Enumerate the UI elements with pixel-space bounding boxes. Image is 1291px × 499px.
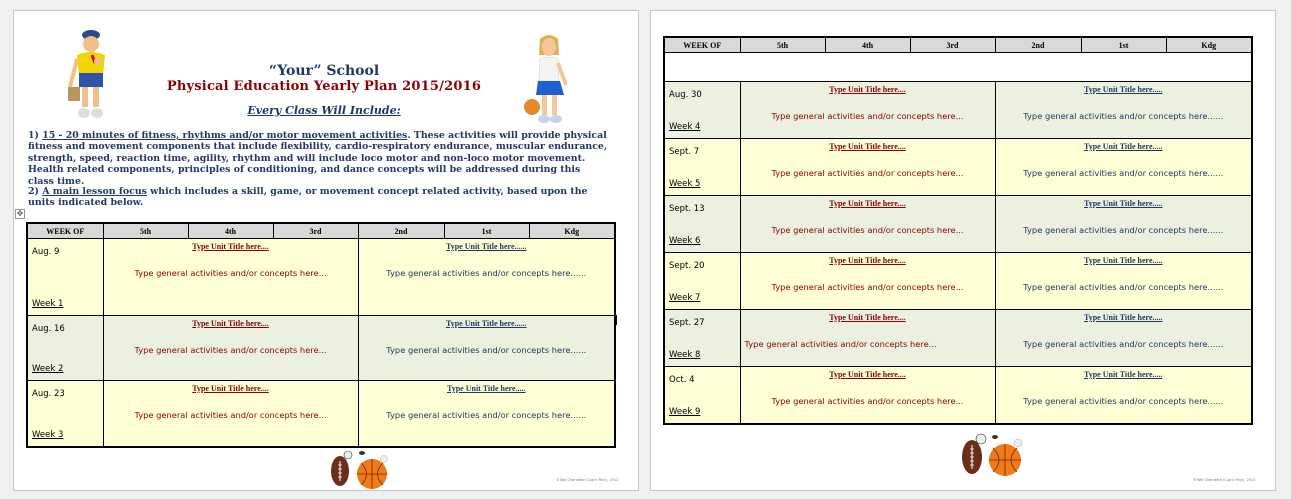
week-cell[interactable]: [27, 239, 103, 316]
unit-title: Type Unit Title here.....: [1083, 256, 1163, 265]
table-row: [664, 310, 1252, 367]
week-number: Week 5: [669, 179, 701, 189]
week-date: Aug. 30: [669, 90, 702, 100]
unit-activities: Type general activities and/or concepts here...: [134, 410, 327, 420]
header-2nd: 2nd: [358, 223, 444, 239]
week-number: Week 7: [669, 293, 701, 303]
header-3rd: 3rd: [273, 223, 358, 239]
lower-grades-cell[interactable]: [358, 381, 615, 447]
unit-activities: Type general activities and/or concepts here...: [134, 345, 327, 355]
upper-grades-cell[interactable]: [103, 381, 358, 447]
table-row: [27, 239, 615, 316]
week-date: Oct. 4: [669, 375, 695, 385]
unit-activities: Type general activities and/or concepts here...: [744, 339, 937, 349]
week-cell[interactable]: [664, 82, 740, 139]
table-row: [664, 82, 1252, 139]
upper-grades-cell[interactable]: [740, 196, 995, 253]
header-1st: 1st: [444, 223, 529, 239]
week-cell[interactable]: [664, 253, 740, 310]
unit-activities: Type general activities and/or concepts here......: [1023, 282, 1224, 292]
unit-activities: Type general activities and/or concepts here......: [1023, 339, 1224, 349]
upper-grades-cell[interactable]: [103, 239, 358, 316]
header-4th: 4th: [188, 223, 273, 239]
document-page-1: [13, 10, 639, 491]
document-page-2: [650, 10, 1276, 491]
table-row: [27, 316, 615, 381]
table-row: [664, 196, 1252, 253]
blank-cell[interactable]: [664, 53, 1252, 82]
unit-activities: Type general activities and/or concepts here...: [771, 168, 964, 178]
week-cell[interactable]: [27, 316, 103, 381]
header-1st: 1st: [1081, 37, 1166, 53]
lower-grades-cell[interactable]: [358, 239, 615, 316]
week-cell[interactable]: [664, 310, 740, 367]
text-cursor: [616, 315, 617, 325]
upper-grades-cell[interactable]: [740, 253, 995, 310]
week-number: Week 1: [32, 299, 64, 309]
table-row: [664, 253, 1252, 310]
table-row: [664, 139, 1252, 196]
week-cell[interactable]: [664, 139, 740, 196]
header-5th: 5th: [103, 223, 188, 239]
unit-title: Type Unit Title here......: [445, 319, 527, 328]
unit-title: Type Unit Title here.....: [1083, 313, 1163, 322]
lower-grades-cell[interactable]: [995, 253, 1252, 310]
header-week-of: WEEK OF: [664, 37, 740, 53]
week-date: Aug. 23: [32, 389, 65, 399]
week-cell[interactable]: [664, 196, 740, 253]
title-block: [134, 11, 514, 121]
upper-grades-cell[interactable]: [740, 82, 995, 139]
unit-title: Type Unit Title here....: [829, 199, 906, 208]
unit-title: Type Unit Title here.....: [1083, 85, 1163, 94]
lesson-focus-paragraph: [28, 186, 608, 209]
header-5th: 5th: [740, 37, 825, 53]
unit-activities: Type general activities and/or concepts here...: [771, 225, 964, 235]
header-3rd: 3rd: [910, 37, 995, 53]
week-number: Week 4: [669, 122, 701, 132]
week-date: Sept. 13: [669, 204, 705, 214]
week-number: Week 9: [669, 406, 701, 417]
table-row: [664, 367, 1252, 424]
header-kdg: Kdg: [1166, 37, 1252, 53]
lower-grades-cell[interactable]: [995, 310, 1252, 367]
header-week-of: WEEK OF: [27, 223, 103, 239]
unit-title: Type Unit Title here....: [829, 313, 906, 322]
unit-activities: Type general activities and/or concepts here...: [771, 282, 964, 292]
upper-grades-cell[interactable]: [740, 367, 995, 424]
week-date: Aug. 9: [32, 247, 60, 257]
unit-activities: Type general activities and/or concepts here......: [1023, 111, 1224, 121]
lower-grades-cell[interactable]: [358, 316, 615, 381]
upper-grades-cell[interactable]: [740, 310, 995, 367]
unit-title: Type Unit Title here....: [829, 370, 906, 379]
school-name: “Your” School: [268, 63, 380, 79]
week-date: Sept. 27: [669, 318, 705, 328]
copyright-notice: ©Tobi Charvette (Cap'n Fitty), 2012: [556, 478, 619, 482]
yearly-plan-table-page-2: [663, 36, 1253, 425]
girl-basketball-figure-icon: [522, 33, 574, 129]
unit-title: Type Unit Title here......: [445, 242, 527, 251]
week-cell[interactable]: [664, 367, 740, 424]
unit-title: Type Unit Title here.....: [1083, 370, 1163, 379]
table-header-row: [664, 37, 1252, 53]
fitness-emphasis: 15 - 20 minutes of fitness, rhythms and/or motor movement activities: [42, 130, 408, 141]
lower-grades-cell[interactable]: [995, 196, 1252, 253]
unit-title: Type Unit Title here....: [829, 142, 906, 151]
unit-activities: Type general activities and/or concepts here......: [1023, 225, 1224, 235]
paragraph-number: 2): [28, 186, 43, 197]
upper-grades-cell[interactable]: [103, 316, 358, 381]
header-kdg: Kdg: [529, 223, 615, 239]
unit-activities: Type general activities and/or concepts here......: [1023, 396, 1224, 406]
week-number: Week 8: [669, 350, 701, 360]
upper-grades-cell[interactable]: [740, 139, 995, 196]
lower-grades-cell[interactable]: [995, 367, 1252, 424]
fitness-paragraph: [28, 130, 608, 187]
unit-title: Type Unit Title here....: [192, 319, 269, 328]
lower-grades-cell[interactable]: [995, 82, 1252, 139]
week-number: Week 6: [669, 236, 701, 246]
copyright-notice: ©Tobi Charvette (Cap'n Fitty), 2012: [1193, 478, 1256, 482]
blank-spacer-row: [664, 53, 1252, 82]
coach-figure-icon: [62, 29, 120, 127]
table-move-handle-icon[interactable]: ✥: [16, 209, 24, 218]
unit-title: Type Unit Title here....: [192, 384, 269, 393]
paragraph-number: 1): [28, 130, 43, 141]
table-row: [27, 381, 615, 447]
sports-balls-icon: [326, 449, 396, 491]
week-number: Week 2: [32, 364, 64, 374]
header-2nd: 2nd: [995, 37, 1081, 53]
unit-activities: Type general activities and/or concepts here......: [386, 345, 587, 355]
week-cell[interactable]: [27, 381, 103, 447]
lower-grades-cell[interactable]: [995, 139, 1252, 196]
unit-activities: Type general activities and/or concepts here......: [386, 268, 587, 278]
week-date: Sept. 20: [669, 261, 705, 271]
unit-title: Type Unit Title here....: [829, 256, 906, 265]
unit-activities: Type general activities and/or concepts here...: [134, 268, 327, 278]
unit-title: Type Unit Title here.....: [446, 384, 526, 393]
unit-activities: Type general activities and/or concepts here......: [1023, 168, 1224, 178]
week-date: Sept. 7: [669, 147, 700, 157]
header-4th: 4th: [825, 37, 910, 53]
unit-title: Type Unit Title here....: [829, 85, 906, 94]
unit-title: Type Unit Title here....: [192, 242, 269, 251]
unit-activities: Type general activities and/or concepts here......: [386, 410, 587, 420]
table-header-row: [27, 223, 615, 239]
week-date: Aug. 16: [32, 324, 65, 334]
unit-activities: Type general activities and/or concepts here...: [771, 111, 964, 121]
unit-activities: Type general activities and/or concepts here...: [771, 396, 964, 406]
plan-title: Physical Education Yearly Plan 2015/2016: [166, 79, 482, 94]
every-class-heading: Every Class Will Include:: [247, 104, 401, 117]
unit-title: Type Unit Title here.....: [1083, 199, 1163, 208]
week-number: Week 3: [32, 429, 64, 440]
fitness-description: . These activities will provide physical fitness and movement components that include flexibility, cardio-respiratory endurance, muscular endurance, strength, speed, reaction time, agility, rhythm and will include loco motor and non-loco motor movement. Health related components, principles of conditioning, and dance concepts will be addressed during this class time.: [28, 130, 608, 187]
sports-balls-icon: [955, 431, 1031, 479]
lesson-focus-emphasis: A main lesson focus: [42, 186, 147, 197]
yearly-plan-table-page-1: [26, 222, 616, 448]
lesson-focus-description: which includes a skill, game, or movement concept related activity, based upon the units indicated below.: [28, 186, 588, 209]
unit-title: Type Unit Title here.....: [1083, 142, 1163, 151]
